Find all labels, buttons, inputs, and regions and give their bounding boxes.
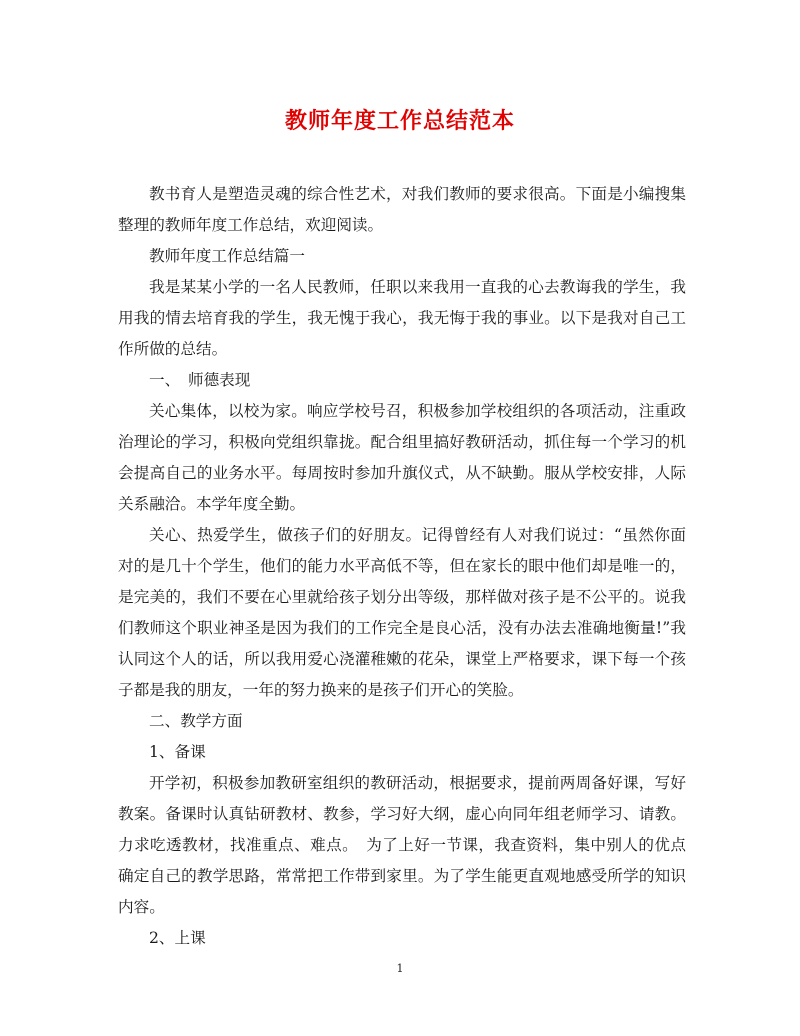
section-heading-part-one: 教师年度工作总结篇一 <box>149 247 305 265</box>
subheading-lesson-prep: 1、备课 <box>149 743 206 761</box>
body-paragraph: 开学初，积极参加教研室组织的教研活动，根据要求，提前两周备好课，写好教案。备课时认真钻研教材、教参，学习好大纲，虚心向同年组老师学习、请教。力求吃透教材，找准重点、难点。 为了上好一节课，我查资料，集中别人的优点确定自己的教学思路，常常把工作带到家里。为了学生能更直观地感受所学的知识内容。 <box>118 774 686 916</box>
page-number: 1 <box>396 962 404 975</box>
section-heading-teaching: 二、教学方面 <box>149 712 243 730</box>
document-title: 教师年度工作总结范本 <box>284 108 515 134</box>
body-paragraph: 关心集体，以校为家。响应学校号召，积极参加学校组织的各项活动，注重政治理论的学习，积极向党组织靠拢。配合组里搞好教研活动，抓住每一个学习的机会提高自己的业务水平。每周按时参加升旗仪式，从不缺勤。服从学校安排，人际关系融洽。本学年度全勤。 <box>118 402 686 513</box>
intro-paragraph: 教书育人是塑造灵魂的综合性艺术，对我们教师的要求很高。下面是小编搜集整理的教师年度工作总结，欢迎阅读。 <box>118 185 686 234</box>
section-heading-ethics: 一、 师德表现 <box>149 371 251 389</box>
subheading-class: 2、上课 <box>149 929 206 947</box>
body-paragraph: 我是某某小学的一名人民教师，任职以来我用一直我的心去教诲我的学生，我用我的情去培育我的学生，我无愧于我心，我无悔于我的事业。以下是我对自己工作所做的总结。 <box>118 278 686 358</box>
body-paragraph: 关心、热爱学生，做孩子们的好朋友。记得曾经有人对我们说过：“虽然你面对的是几十个学生，他们的能力水平高低不等，但在家长的眼中他们却是唯一的，是完美的，我们不要在心里就给孩子划分出等级，那样做对孩子是不公平的。说我们教师这个职业神圣是因为我们的工作完全是良心活，没有办法去准确地衡量!”我认同这个人的话，所以我用爱心浇灌稚嫩的花朵，课堂上严格要求，课下每一个孩子都是我的朋友，一年的努力换来的是孩子们开心的笑脸。 <box>118 526 686 699</box>
